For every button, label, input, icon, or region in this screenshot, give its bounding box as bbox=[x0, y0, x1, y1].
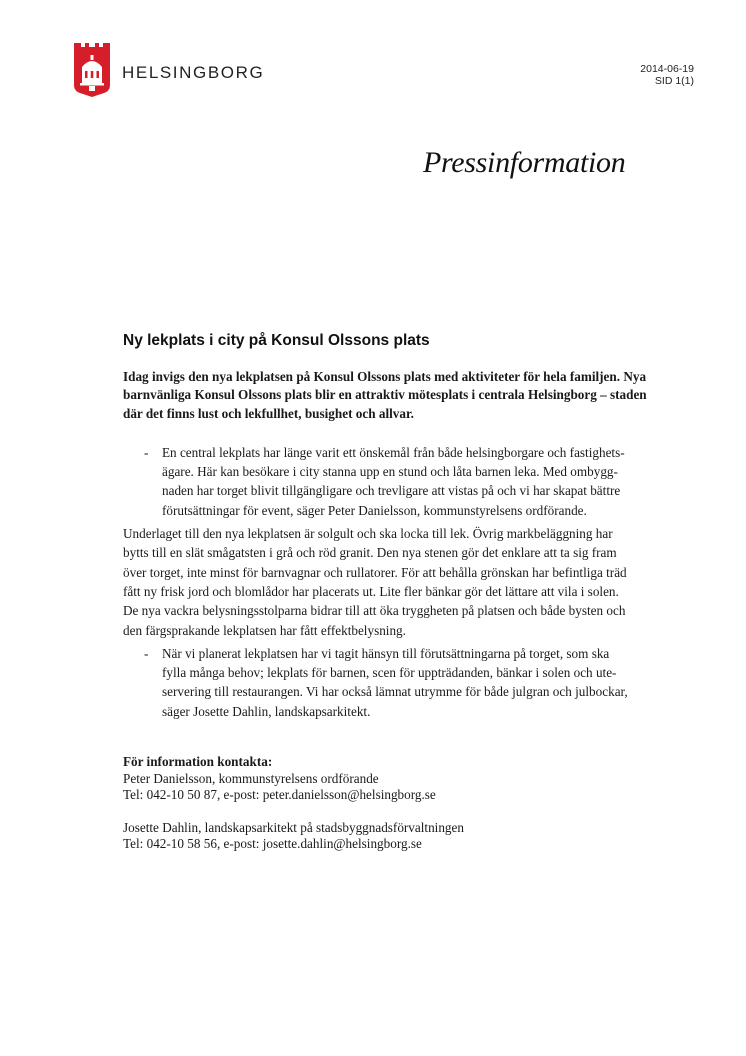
quote-line: naden har torget blivit tillgängligare och trevligare att vistas på och vi har skapat bättre bbox=[162, 483, 621, 499]
body-line: fått ny frisk jord och blomlådor har placerats ut. Lite fler bänkar gör det lättare att vila i solen. bbox=[123, 583, 619, 599]
quote-dash: - bbox=[144, 645, 149, 661]
quote-line: När vi planerat lekplatsen har vi tagit hänsyn till förutsättningarna på torget, som ska bbox=[162, 645, 610, 661]
headline: Ny lekplats i city på Konsul Olssons plats bbox=[123, 332, 430, 349]
document-type-title: Pressinformation bbox=[423, 146, 626, 179]
helsingborg-crest-icon bbox=[74, 43, 110, 97]
body-paragraph bbox=[123, 524, 653, 640]
body-line: bytts till en slät smågatsten i grå och röd granit. Den nya stenen gör det enklare att ta sig fram bbox=[123, 545, 617, 561]
contact-phone-email: Tel: 042-10 50 87, e-post: peter.danielsson@helsingborg.se bbox=[123, 787, 436, 803]
press-release-body bbox=[123, 332, 653, 869]
page-number: SID 1(1) bbox=[654, 75, 694, 87]
contact-josette-dahlin bbox=[123, 820, 653, 853]
contact-peter-danielsson bbox=[123, 771, 653, 804]
quote-line: servering till restaurangen. Vi har också lämnat utrymme för både julgran och julbockar, bbox=[162, 684, 628, 700]
quote-line: ägare. Här kan besökare i city stanna upp en stund och låta barnen leka. Med ombygg- bbox=[162, 464, 618, 480]
body-line: den färgsprakande lekplatsen har fått effektbelysning. bbox=[123, 622, 406, 638]
brand-name: HELSINGBORG bbox=[122, 63, 265, 82]
body-line: De nya vackra belysningsstolparna bidrar till att öka tryggheten på platsen och både bysten och bbox=[123, 603, 626, 619]
contact-phone-email: Tel: 042-10 58 56, e-post: josette.dahlin@helsingborg.se bbox=[123, 836, 422, 852]
contact-name-role: Josette Dahlin, landskapsarkitekt på stadsbyggnadsförvaltningen bbox=[123, 819, 464, 835]
contact-heading: För information kontakta: bbox=[123, 754, 273, 770]
body-line: Underlaget till den nya lekplatsen är solgult och ska locka till lek. Övrig markbeläggning har bbox=[123, 526, 613, 542]
ingress: Idag invigs den nya lekplatsen på Konsul Olssons plats med aktiviteter för hela familjen. Nya barnvänliga Konsul Olssons plats blir en attraktiv mötesplats i centrala Helsingborg – staden där det finns lust och lekfullhet, busighet och allvar. bbox=[123, 369, 647, 421]
quote-line: fylla många behov; lekplats för barnen, scen för uppträdanden, bänkar i solen och ute- bbox=[162, 665, 617, 681]
quote-line: förutsättningar för event, säger Peter Danielsson, kommunstyrelsens ordförande. bbox=[162, 502, 587, 518]
quote-line: säger Josette Dahlin, landskapsarkitekt. bbox=[162, 703, 371, 719]
body-line: över torget, inte minst för barnvagnar och rullatorer. För att behålla grönskan har befintliga träd bbox=[123, 564, 627, 580]
document-date: 2014-06-19 bbox=[640, 63, 694, 75]
quote-line: En central lekplats har länge varit ett önskemål från både helsingborgare och fastighets- bbox=[162, 444, 625, 460]
quote-peter-danielsson bbox=[123, 443, 653, 520]
quote-josette-dahlin bbox=[123, 644, 653, 721]
document-meta bbox=[640, 63, 694, 87]
contact-section bbox=[123, 754, 653, 853]
contact-name-role: Peter Danielsson, kommunstyrelsens ordförande bbox=[123, 770, 379, 786]
quote-dash: - bbox=[144, 444, 149, 460]
